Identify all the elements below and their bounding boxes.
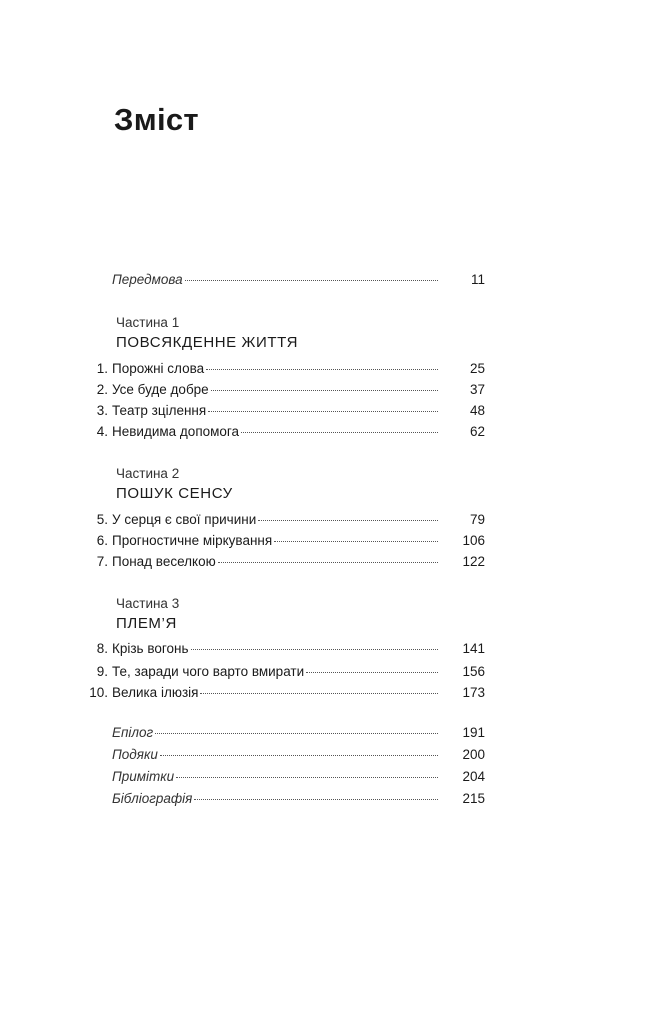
page-number: 191: [462, 725, 485, 740]
entry-label: Велика ілюзія: [112, 685, 199, 700]
toc-entry-bibliography[interactable]: [0, 789, 659, 809]
toc-entry-chapter[interactable]: [0, 683, 659, 703]
toc-entry-chapter[interactable]: [0, 510, 659, 530]
chapter-number: 1.: [96, 361, 108, 376]
page-number: 25: [469, 361, 485, 376]
page-number: 204: [462, 769, 485, 784]
part-label: Частина 2: [116, 466, 180, 481]
page-title: Зміст: [114, 102, 199, 137]
page-number: 11: [470, 272, 485, 287]
dot-leader: [211, 390, 438, 391]
page-number: 106: [462, 533, 485, 548]
toc-entry-acknowledgements[interactable]: [0, 745, 659, 765]
toc-entry-chapter[interactable]: [0, 552, 659, 572]
page-number: 48: [469, 403, 485, 418]
toc-entry-chapter[interactable]: [0, 662, 659, 682]
dot-leader: [176, 777, 438, 778]
toc-entry-preface[interactable]: [0, 270, 659, 290]
dot-leader: [185, 280, 438, 281]
page-number: 62: [469, 424, 485, 439]
entry-label: Порожні слова: [112, 361, 205, 376]
toc-entry-chapter[interactable]: [0, 422, 659, 442]
part-title: ПЛЕМ’Я: [116, 615, 177, 632]
toc-entry-chapter[interactable]: [0, 639, 659, 659]
dot-leader: [274, 541, 438, 542]
entry-label: Примітки: [112, 769, 175, 784]
dot-leader: [208, 411, 438, 412]
toc-entry-chapter[interactable]: [0, 380, 659, 400]
chapter-number: 8.: [96, 641, 108, 656]
toc-entry-epilogue[interactable]: [0, 723, 659, 743]
dot-leader: [155, 733, 438, 734]
entry-label: Крізь вогонь: [112, 641, 189, 656]
dot-leader: [306, 672, 438, 673]
chapter-number: 7.: [96, 554, 108, 569]
dot-leader: [191, 649, 439, 650]
entry-label: У серця є свої причини: [112, 512, 257, 527]
page-number: 215: [462, 791, 485, 806]
page-number: 200: [462, 747, 485, 762]
page-number: 141: [462, 641, 485, 656]
toc-entry-notes[interactable]: [0, 767, 659, 787]
dot-leader: [241, 432, 438, 433]
entry-label: Понад веселкою: [112, 554, 216, 569]
part-label: Частина 1: [116, 315, 180, 330]
entry-label: Усе буде добре: [112, 382, 209, 397]
chapter-number: 5.: [96, 512, 108, 527]
toc-entry-chapter[interactable]: [0, 359, 659, 379]
dot-leader: [218, 562, 438, 563]
page-number: 79: [469, 512, 485, 527]
dot-leader: [194, 799, 438, 800]
toc-entry-chapter[interactable]: [0, 531, 659, 551]
page-number: 173: [462, 685, 485, 700]
page-number: 37: [469, 382, 485, 397]
chapter-number: 4.: [96, 424, 108, 439]
chapter-number: 2.: [96, 382, 108, 397]
page-number: 156: [462, 664, 485, 679]
entry-label: Бібліографія: [112, 791, 193, 806]
entry-label: Невидима допомога: [112, 424, 240, 439]
chapter-number: 9.: [96, 664, 108, 679]
part-label: Частина 3: [116, 596, 180, 611]
part-title: ПОШУК СЕНСУ: [116, 485, 233, 502]
chapter-number: 3.: [96, 403, 108, 418]
chapter-number: 10.: [89, 685, 108, 700]
entry-label: Прогностичне міркування: [112, 533, 273, 548]
dot-leader: [160, 755, 438, 756]
dot-leader: [258, 520, 438, 521]
entry-label: Епілог: [112, 725, 154, 740]
dot-leader: [200, 693, 438, 694]
entry-label: Подяки: [112, 747, 158, 762]
part-title: ПОВСЯКДЕННЕ ЖИТТЯ: [116, 334, 299, 351]
entry-label: Те, заради чого варто вмирати: [112, 664, 305, 679]
page-number: 122: [462, 554, 485, 569]
entry-label: Передмова: [112, 272, 183, 287]
entry-label: Театр зцілення: [112, 403, 207, 418]
dot-leader: [206, 369, 438, 370]
toc-entry-chapter[interactable]: [0, 401, 659, 421]
chapter-number: 6.: [96, 533, 108, 548]
